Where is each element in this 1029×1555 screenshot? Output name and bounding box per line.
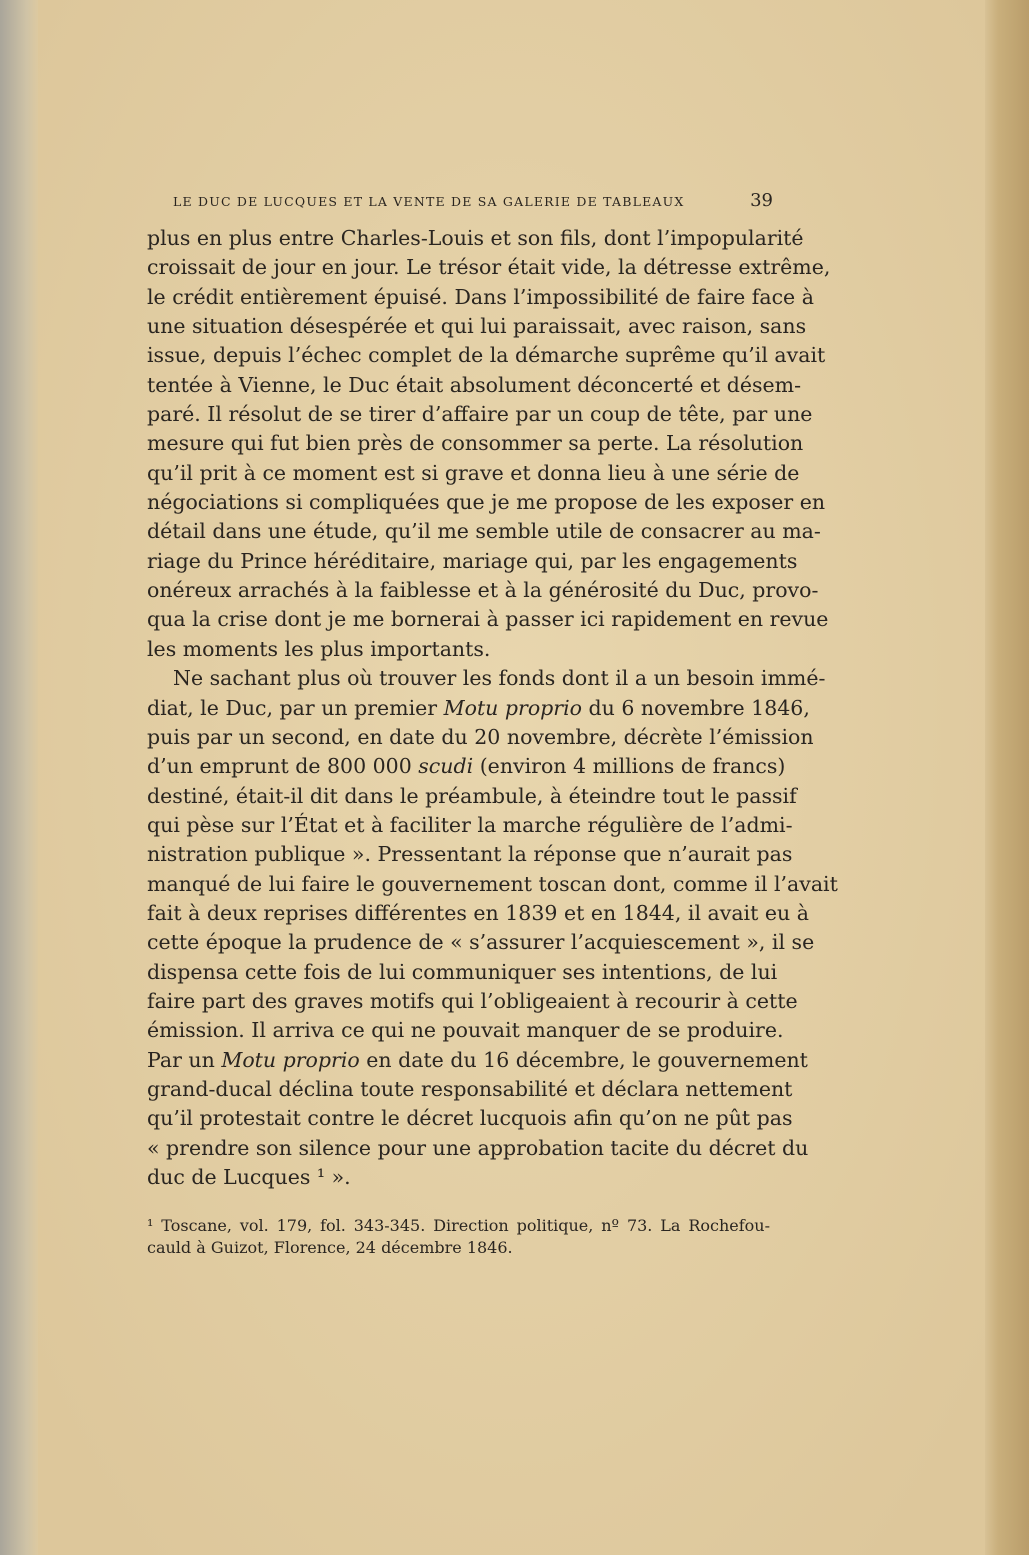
footnote <box>147 1215 770 1259</box>
text-segment: faire part des graves motifs qui l’obligeaient à recourir à cette <box>147 988 798 1013</box>
text-line <box>147 1075 793 1104</box>
text-line <box>147 371 802 400</box>
text-segment: émission. Il arriva ce qui ne pouvait manquer de se produire. <box>147 1018 784 1043</box>
text-segment: destiné, était-il dit dans le préambule, à éteindre tout le passif <box>147 783 797 808</box>
text-line <box>147 283 814 312</box>
text-line <box>147 782 797 811</box>
text-segment: Ne sachant plus où trouver les fonds dont il a un besoin immé- <box>173 666 826 691</box>
text-segment: en date du 16 décembre, le gouvernement <box>359 1047 808 1072</box>
text-segment: qu’il prit à ce moment est si grave et donna lieu à une série de <box>147 460 800 485</box>
text-segment: « prendre son silence pour une approbation tacite du décret du <box>147 1135 809 1160</box>
text-line <box>147 723 814 752</box>
text-line <box>147 958 778 987</box>
text-line <box>147 312 807 341</box>
text-line <box>147 899 809 928</box>
text-line <box>147 429 804 458</box>
text-line <box>147 928 815 957</box>
text-line <box>147 870 838 899</box>
text-line <box>147 840 793 869</box>
text-segment: manqué de lui faire le gouvernement toscan dont, comme il l’avait <box>147 871 838 896</box>
text-line <box>147 1134 809 1163</box>
text-segment: détail dans une étude, qu’il me semble utile de consacrer au ma- <box>147 519 821 544</box>
text-line <box>147 459 800 488</box>
text-segment: mesure qui fut bien près de consommer sa perte. La résolution <box>147 431 804 456</box>
italic-term: Motu proprio <box>443 695 582 720</box>
footnote-line: ¹ Toscane, vol. 179, fol. 343-345. Direction politique, nº 73. La Rochefou- <box>147 1216 770 1235</box>
text-line <box>147 1046 808 1075</box>
text-line <box>147 987 798 1016</box>
body-text <box>147 224 838 1192</box>
text-segment: tentée à Vienne, le Duc était absolument déconcerté et désem- <box>147 372 802 397</box>
text-segment: duc de Lucques ¹ ». <box>147 1165 351 1189</box>
text-segment: le crédit entièrement épuisé. Dans l’impossibilité de faire face à <box>147 284 814 309</box>
text-line <box>147 576 819 605</box>
facing-page-edge <box>0 0 38 1555</box>
text-segment: diat, le Duc, par un premier <box>147 695 444 720</box>
text-segment: qui pèse sur l’État et à faciliter la marche régulière de l’admi- <box>147 812 793 837</box>
text-line <box>147 341 826 370</box>
text-segment: Par un <box>147 1047 222 1072</box>
text-segment: nistration publique ». Pressentant la réponse que n’aurait pas <box>147 842 793 867</box>
text-line <box>147 488 826 517</box>
footnote-line: cauld à Guizot, Florence, 24 décembre 1846. <box>147 1238 513 1257</box>
text-segment: cette époque la prudence de « s’assurer l’acquiescement », il se <box>147 930 815 955</box>
text-segment: onéreux arrachés à la faiblesse et à la générosité du Duc, provo- <box>147 578 819 603</box>
text-line <box>147 1163 770 1192</box>
text-line <box>147 400 813 429</box>
text-segment: qua la crise dont je me bornerai à passer ici rapidement en revue <box>147 607 829 632</box>
text-line <box>147 752 786 781</box>
text-segment: dispensa cette fois de lui communiquer ses intentions, de lui <box>147 959 778 984</box>
text-segment: du 6 novembre 1846, <box>581 695 810 720</box>
text-segment: riage du Prince héréditaire, mariage qui, par les engagements <box>147 548 798 573</box>
text-line <box>147 224 804 253</box>
text-line <box>147 253 831 282</box>
text-line <box>147 547 798 576</box>
text-segment: croissait de jour en jour. Le trésor était vide, la détresse extrême, <box>147 255 831 280</box>
text-segment: (environ 4 millions de francs) <box>473 754 786 779</box>
text-line <box>147 517 821 546</box>
text-segment: paré. Il résolut de se tirer d’affaire par un coup de tête, par une <box>147 402 813 427</box>
text-segment: grand-ducal déclina toute responsabilité et déclara nettement <box>147 1076 793 1101</box>
text-segment: qu’il protestait contre le décret lucquois afin qu’on ne pût pas <box>147 1106 793 1131</box>
text-line <box>147 664 826 693</box>
text-line <box>147 694 810 723</box>
text-segment: les moments les plus importants. <box>147 636 491 661</box>
running-header <box>173 190 773 211</box>
text-line <box>147 605 829 634</box>
running-title: LE DUC DE LUCQUES ET LA VENTE DE SA GALERIE DE TABLEAUX <box>173 194 685 209</box>
text-line <box>147 811 793 840</box>
text-segment: d’un emprunt de 800 000 <box>147 754 419 779</box>
text-segment: fait à deux reprises différentes en 1839 et en 1844, il avait eu à <box>147 900 809 925</box>
text-segment: issue, depuis l’échec complet de la démarche suprême qu’il avait <box>147 343 826 368</box>
text-segment: une situation désespérée et qui lui paraissait, avec raison, sans <box>147 314 807 339</box>
italic-term: Motu proprio <box>221 1047 360 1072</box>
page-number: 39 <box>750 190 773 211</box>
italic-term: scudi <box>418 754 474 779</box>
text-segment: plus en plus entre Charles-Louis et son fils, dont l’impopularité <box>147 226 804 250</box>
text-segment: puis par un second, en date du 20 novembre, décrète l’émission <box>147 724 814 749</box>
text-line <box>147 1016 784 1045</box>
text-line <box>147 635 770 664</box>
text-segment: négociations si compliquées que je me propose de les exposer en <box>147 490 826 515</box>
text-line <box>147 1104 793 1133</box>
page-stack-edge <box>985 0 1029 1555</box>
